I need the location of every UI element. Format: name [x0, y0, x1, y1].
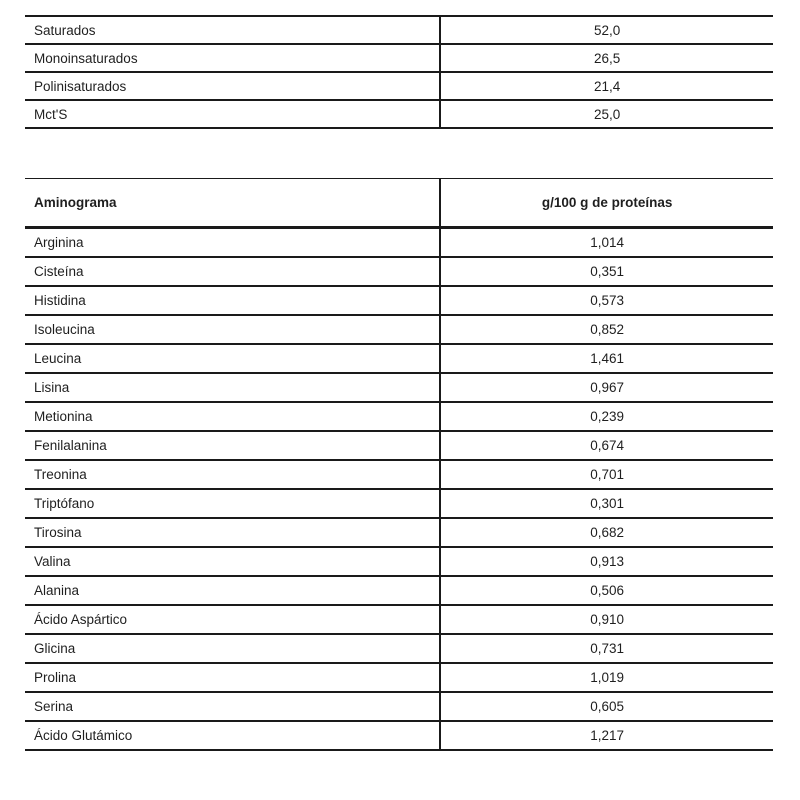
fat-table-row	[25, 16, 773, 44]
aminogram-table-row	[25, 228, 773, 257]
aminogram-table-value: 0,605	[440, 692, 773, 721]
aminogram-table-row	[25, 576, 773, 605]
aminogram-table-label: Isoleucina	[25, 315, 440, 344]
aminogram-table-value: 0,506	[440, 576, 773, 605]
fat-table-label: Monoinsaturados	[25, 44, 440, 72]
aminogram-table-value: 0,731	[440, 634, 773, 663]
aminogram-table-row	[25, 634, 773, 663]
aminogram-table-label: Cisteína	[25, 257, 440, 286]
aminogram-table-label: Fenilalanina	[25, 431, 440, 460]
aminogram-table-row	[25, 402, 773, 431]
fat-composition-table	[25, 15, 773, 129]
aminogram-table-row	[25, 692, 773, 721]
aminogram-table-value: 1,461	[440, 344, 773, 373]
aminogram-table-value: 0,301	[440, 489, 773, 518]
aminogram-table-head	[25, 179, 773, 228]
aminogram-header-label: Aminograma	[25, 179, 440, 228]
aminogram-table-label: Valina	[25, 547, 440, 576]
aminogram-table-row	[25, 257, 773, 286]
aminogram-table-label: Alanina	[25, 576, 440, 605]
fat-table-label: Mct'S	[25, 100, 440, 128]
fat-table-row	[25, 72, 773, 100]
fat-table-value: 26,5	[440, 44, 773, 72]
aminogram-table-row	[25, 315, 773, 344]
aminogram-table-row	[25, 489, 773, 518]
fat-table-value: 52,0	[440, 16, 773, 44]
aminogram-table-label: Tirosina	[25, 518, 440, 547]
aminogram-table-value: 0,351	[440, 257, 773, 286]
aminogram-table-label: Arginina	[25, 228, 440, 257]
aminogram-table-label: Glicina	[25, 634, 440, 663]
aminogram-table-label: Leucina	[25, 344, 440, 373]
fat-table-row	[25, 100, 773, 128]
fat-table-value: 21,4	[440, 72, 773, 100]
fat-table-row	[25, 44, 773, 72]
aminogram-table-label: Prolina	[25, 663, 440, 692]
fat-table-label: Saturados	[25, 16, 440, 44]
aminogram-table-label: Metionina	[25, 402, 440, 431]
aminogram-table-row	[25, 663, 773, 692]
aminogram-table-label: Ácido Aspártico	[25, 605, 440, 634]
aminogram-table-row	[25, 344, 773, 373]
aminogram-table-row	[25, 373, 773, 402]
aminogram-table-row	[25, 518, 773, 547]
aminogram-table-value: 0,239	[440, 402, 773, 431]
aminogram-header-value: g/100 g de proteínas	[440, 179, 773, 228]
aminogram-table-label: Lisina	[25, 373, 440, 402]
aminogram-table-body	[25, 228, 773, 750]
aminogram-table-value: 0,852	[440, 315, 773, 344]
aminogram-table-value: 1,019	[440, 663, 773, 692]
aminogram-table-value: 1,217	[440, 721, 773, 750]
aminogram-table-label: Treonina	[25, 460, 440, 489]
aminogram-table	[25, 178, 773, 751]
aminogram-table-row	[25, 547, 773, 576]
aminogram-table-value: 0,674	[440, 431, 773, 460]
aminogram-table-row	[25, 721, 773, 750]
aminogram-table-value: 0,910	[440, 605, 773, 634]
aminogram-table-value: 0,913	[440, 547, 773, 576]
aminogram-table-label: Histidina	[25, 286, 440, 315]
aminogram-table-value: 0,967	[440, 373, 773, 402]
aminogram-header-row	[25, 179, 773, 228]
aminogram-table-value: 1,014	[440, 228, 773, 257]
fat-table-value: 25,0	[440, 100, 773, 128]
aminogram-table-row	[25, 460, 773, 489]
fat-composition-table-body	[25, 16, 773, 128]
aminogram-table-value: 0,682	[440, 518, 773, 547]
aminogram-table-label: Triptófano	[25, 489, 440, 518]
aminogram-table-label: Serina	[25, 692, 440, 721]
aminogram-table-value: 0,573	[440, 286, 773, 315]
aminogram-table-value: 0,701	[440, 460, 773, 489]
aminogram-table-row	[25, 605, 773, 634]
aminogram-table-label: Ácido Glutámico	[25, 721, 440, 750]
fat-table-label: Polinisaturados	[25, 72, 440, 100]
aminogram-table-row	[25, 286, 773, 315]
aminogram-table-row	[25, 431, 773, 460]
